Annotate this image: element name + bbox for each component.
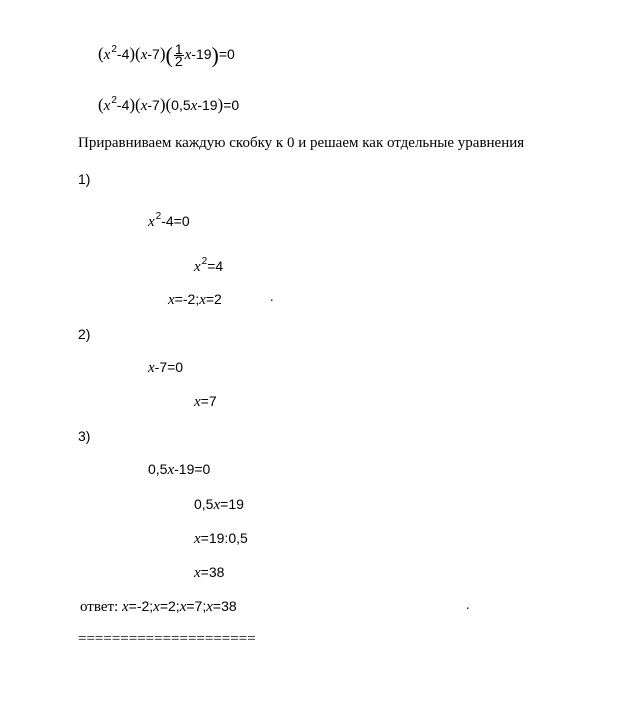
case-3-line-3: x=19:0,5 [194, 530, 248, 547]
answer-line: ответ: x=-2;x=2;x=7;x=38 [80, 598, 237, 615]
case-1-line-2: $x^2=4$ [194, 256, 224, 275]
case-2-label: 2) [78, 326, 91, 342]
case-1-line-3: x=-2;x=2 [168, 291, 222, 308]
case-3-line-1: 0,5x-19=0 [148, 461, 211, 478]
fraction-one-half: $\frac{1}{2}$ [174, 41, 183, 69]
instruction-text: Приравниваем каждую скобку к 0 и решаем как отдельные уравнения [78, 135, 525, 151]
case-1-dot: . [270, 290, 274, 305]
case-2-line-2: x=7 [194, 393, 217, 410]
case-3-line-2: 0,5x=19 [194, 496, 244, 513]
equation-1: $(x^2-4)(x-7)$( $\frac{1}{2}$ x-19)=0 [98, 41, 235, 69]
case-3-line-4: x=38 [194, 564, 225, 581]
answer-dot: . [466, 598, 470, 613]
case-2-line-1: x-7=0 [148, 359, 184, 376]
answer-label: ответ: [80, 599, 122, 615]
case-3-label: 3) [78, 428, 91, 444]
case-1-label: 1) [78, 171, 91, 187]
equation-2: $(x^2-4)(x-7)(0,5x-19)=0$ [98, 95, 240, 114]
case-1-line-1: $x^2-4=0$ [148, 211, 190, 230]
separator-line: ===================== [78, 631, 256, 647]
